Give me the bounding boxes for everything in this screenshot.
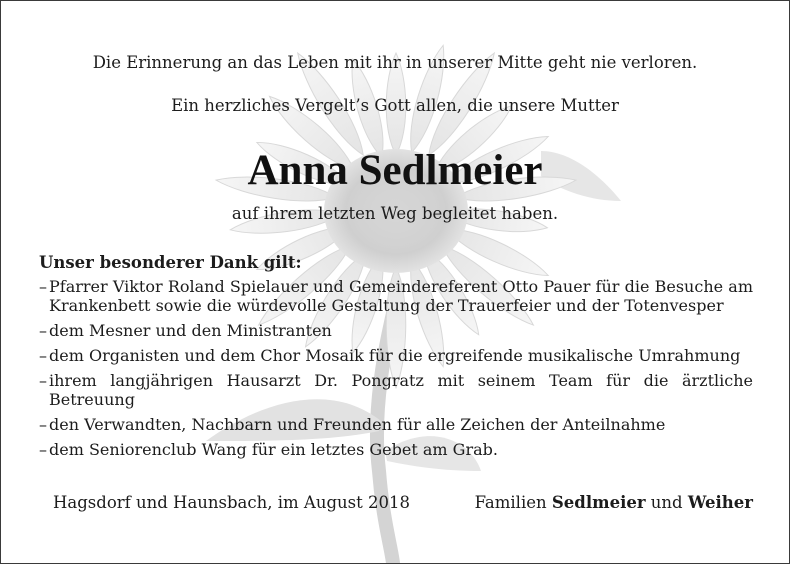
signature [475, 493, 753, 513]
list-item: – ihrem langjährigen Hausarzt Dr. Pongratz mit seinem Team für die ärztliche Betreuung [39, 371, 753, 409]
thanks-intro: Ein herzliches Vergelt’s Gott allen, die unsere Mutter [171, 96, 619, 115]
list-item: – dem Seniorenclub Wang für ein letztes Gebet am Grab. [39, 440, 753, 459]
thanks-intro-end: auf ihrem letzten Weg begleitet haben. [231, 204, 559, 223]
memorial-quote: Die Erinnerung an das Leben mit ihr in unserer Mitte geht nie verloren. [92, 53, 698, 72]
signature-prefix: Familien [474, 493, 547, 512]
thanks-heading: Unser besonderer Dank gilt: [39, 253, 302, 272]
list-item: – Pfarrer Viktor Roland Spielauer und Gemeindereferent Otto Pauer für die Besuche am Krankenbett sowie die würdevolle Gestaltung der Trauerfeier und der Totenvesper [39, 277, 753, 315]
thanks-list [39, 277, 753, 465]
signature-connector: und [650, 493, 683, 512]
list-item: – den Verwandten, Nachbarn und Freunden für alle Zeichen der Anteilnahme [39, 415, 753, 434]
deceased-name: Anna Sedlmeier [247, 147, 543, 194]
family-name-2: Weiher [687, 493, 753, 512]
list-item: – dem Organisten und dem Chor Mosaik für die ergreifende musikalische Umrahmung [39, 346, 753, 365]
family-name-1: Sedlmeier [551, 493, 646, 512]
list-item: – dem Mesner und den Ministranten [39, 321, 753, 340]
place-and-date: Hagsdorf und Haunsbach, im August 2018 [53, 493, 410, 512]
notice-content [1, 1, 789, 563]
